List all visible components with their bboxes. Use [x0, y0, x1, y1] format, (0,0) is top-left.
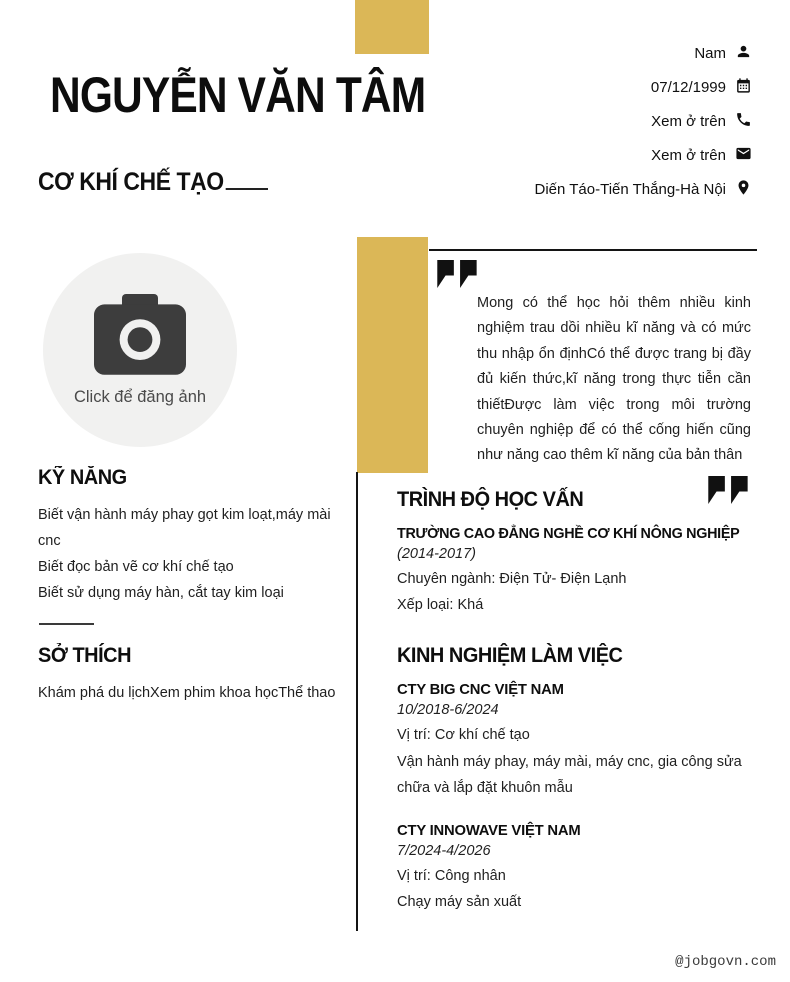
section-mini-divider: [39, 623, 94, 625]
education-school: TRƯỜNG CAO ĐẲNG NGHỀ CƠ KHÍ NÔNG NGHIỆP: [397, 526, 740, 542]
skill-item: Biết sử dụng máy hàn, cắt tay kim loại: [38, 585, 284, 601]
contact-address: [535, 172, 752, 206]
skills-list: [38, 502, 346, 606]
job-company: CTY INNOWAVE VIỆT NAM: [397, 822, 581, 839]
contact-gender: [535, 36, 752, 70]
education-major: Chuyên ngành: Điện Tử- Điện Lạnh: [397, 571, 627, 587]
mail-icon: [735, 145, 752, 166]
experience-job: [397, 823, 763, 916]
job-period: 7/2024-4/2026: [397, 842, 491, 859]
side-accent-block: [357, 237, 428, 473]
contact-birthdate: [535, 70, 752, 104]
experience-job: [397, 682, 763, 801]
camera-icon: [88, 293, 192, 384]
person-icon: [735, 43, 752, 64]
right-column: [397, 488, 763, 915]
hobbies-text: Khám phá du lịchXem phim khoa họcThể thao: [38, 685, 336, 701]
candidate-name: NGUYỄN VĂN TÂM: [50, 67, 426, 123]
education-section-title: TRÌNH ĐỘ HỌC VẤN: [397, 488, 584, 511]
contact-phone-label: Xem ở trên: [651, 112, 726, 130]
contact-list: [535, 36, 752, 206]
photo-upload-placeholder[interactable]: [43, 253, 237, 447]
quote-top-rule: [429, 249, 757, 251]
experience-section-title: KINH NGHIỆM LÀM VIỆC: [397, 644, 623, 667]
job-description: Chạy máy sản xuất: [397, 894, 522, 910]
contact-gender-label: Nam: [694, 44, 726, 62]
calendar-icon: [735, 77, 752, 98]
contact-email: [535, 138, 752, 172]
contact-address-label: Diến Táo-Tiến Thắng-Hà Nội: [534, 180, 726, 198]
job-period: 10/2018-6/2024: [397, 702, 499, 718]
contact-birthdate-label: 07/12/1999: [650, 78, 726, 96]
contact-phone: [535, 104, 752, 138]
job-title: [38, 168, 268, 197]
education-period: (2014-2017): [397, 546, 476, 562]
hobbies-section-title: SỞ THÍCH: [38, 644, 132, 667]
career-objective-text: Mong có thể học hỏi thêm nhiều kinh nghiệm trau dồi nhiều kĩ năng và có mức thu nhập ổn địnhCó thể được trang bị đầy đủ kiến thức,kĩ năng trong thực tiễn cần thiếtĐược làm việc trong môi trường chuyên nghiệp để có thể cống hiến cũng như năng cao thêm kĩ năng của bản thân: [477, 295, 751, 464]
contact-email-label: Xem ở trên: [651, 146, 726, 164]
job-position: Vị trí: Công nhân: [397, 867, 506, 884]
job-company: CTY BIG CNC VIỆT NAM: [397, 682, 564, 698]
skill-item: Biết vận hành máy phay gọt kim loạt,máy mài cnc: [38, 507, 331, 549]
skills-section-title: KỸ NĂNG: [38, 466, 127, 489]
column-divider: [356, 472, 358, 931]
site-watermark: @jobgovn.com: [675, 954, 776, 970]
education-grade: Xếp loại: Khá: [397, 596, 484, 613]
job-description: Vận hành máy phay, máy mài, máy cnc, gia công sửa chữa và lắp đặt khuôn mẫu: [397, 753, 742, 796]
photo-upload-label: Click để đăng ảnh: [73, 388, 207, 406]
open-quote-icon: [437, 260, 479, 294]
skill-item: Biết đọc bản vẽ cơ khí chế tạo: [38, 559, 234, 575]
job-title-text: CƠ KHÍ CHẾ TẠO: [38, 168, 224, 196]
job-title-underscore: [226, 188, 268, 190]
top-accent-block: [355, 0, 429, 54]
job-position: Vị trí: Cơ khí chế tạo: [397, 727, 530, 743]
location-icon: [735, 179, 752, 200]
phone-icon: [735, 111, 752, 132]
left-column: [38, 466, 346, 706]
